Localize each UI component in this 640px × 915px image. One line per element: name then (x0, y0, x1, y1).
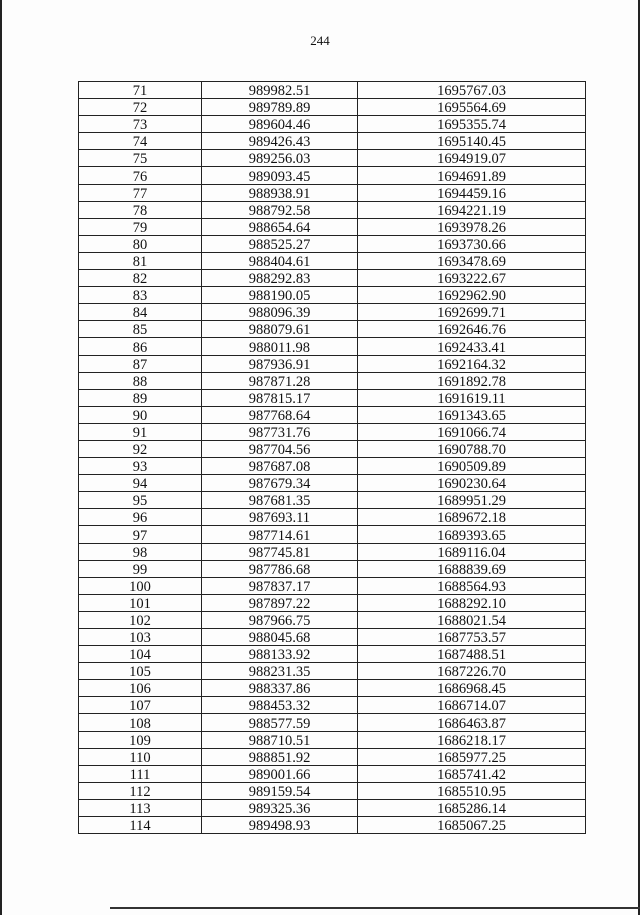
table-row (79, 782, 586, 799)
table-row (79, 270, 586, 287)
x-coordinate-cell: 989325.36 (202, 799, 358, 816)
x-coordinate-cell: 988404.61 (202, 252, 358, 269)
table-row (79, 184, 586, 201)
point-number-cell: 103 (79, 629, 202, 646)
point-number-cell: 83 (79, 287, 202, 304)
x-coordinate-cell: 987871.28 (202, 372, 358, 389)
table-row (79, 799, 586, 816)
point-number-cell: 89 (79, 389, 202, 406)
x-coordinate-cell: 987731.76 (202, 423, 358, 440)
point-number-cell: 79 (79, 218, 202, 235)
table-row (79, 372, 586, 389)
table-row (79, 406, 586, 423)
table-row (79, 287, 586, 304)
y-coordinate-cell: 1693978.26 (358, 218, 586, 235)
x-coordinate-cell: 987815.17 (202, 389, 358, 406)
table-row (79, 817, 586, 834)
x-coordinate-cell: 988938.91 (202, 184, 358, 201)
x-coordinate-cell: 987837.17 (202, 577, 358, 594)
table-row (79, 475, 586, 492)
table-row (79, 560, 586, 577)
x-coordinate-cell: 987745.81 (202, 543, 358, 560)
y-coordinate-cell: 1687753.57 (358, 629, 586, 646)
point-number-cell: 96 (79, 509, 202, 526)
table-row (79, 235, 586, 252)
x-coordinate-cell: 988525.27 (202, 235, 358, 252)
y-coordinate-cell: 1685977.25 (358, 748, 586, 765)
point-number-cell: 108 (79, 714, 202, 731)
point-number-cell: 109 (79, 731, 202, 748)
x-coordinate-cell: 989159.54 (202, 782, 358, 799)
point-number-cell: 101 (79, 594, 202, 611)
y-coordinate-cell: 1692164.32 (358, 355, 586, 372)
y-coordinate-cell: 1685510.95 (358, 782, 586, 799)
table-row (79, 440, 586, 457)
y-coordinate-cell: 1692646.76 (358, 321, 586, 338)
point-number-cell: 95 (79, 492, 202, 509)
y-coordinate-cell: 1695767.03 (358, 82, 586, 99)
point-number-cell: 92 (79, 440, 202, 457)
y-coordinate-cell: 1687226.70 (358, 663, 586, 680)
x-coordinate-cell: 988231.35 (202, 663, 358, 680)
page-edge-left (0, 0, 2, 915)
x-coordinate-cell: 987936.91 (202, 355, 358, 372)
table-row (79, 218, 586, 235)
y-coordinate-cell: 1689672.18 (358, 509, 586, 526)
table-row (79, 765, 586, 782)
x-coordinate-cell: 988292.83 (202, 270, 358, 287)
y-coordinate-cell: 1691892.78 (358, 372, 586, 389)
x-coordinate-cell: 987679.34 (202, 475, 358, 492)
table-row (79, 543, 586, 560)
coordinates-table-body (79, 82, 586, 834)
x-coordinate-cell: 987786.68 (202, 560, 358, 577)
point-number-cell: 107 (79, 697, 202, 714)
x-coordinate-cell: 988190.05 (202, 287, 358, 304)
table-row (79, 355, 586, 372)
x-coordinate-cell: 988851.92 (202, 748, 358, 765)
x-coordinate-cell: 989982.51 (202, 82, 358, 99)
table-row (79, 150, 586, 167)
table-row (79, 338, 586, 355)
y-coordinate-cell: 1686218.17 (358, 731, 586, 748)
x-coordinate-cell: 988045.68 (202, 629, 358, 646)
x-coordinate-cell: 988792.58 (202, 201, 358, 218)
table-row (79, 731, 586, 748)
y-coordinate-cell: 1691066.74 (358, 423, 586, 440)
point-number-cell: 82 (79, 270, 202, 287)
x-coordinate-cell: 988337.86 (202, 680, 358, 697)
point-number-cell: 111 (79, 765, 202, 782)
y-coordinate-cell: 1691619.11 (358, 389, 586, 406)
point-number-cell: 85 (79, 321, 202, 338)
x-coordinate-cell: 987966.75 (202, 611, 358, 628)
point-number-cell: 86 (79, 338, 202, 355)
point-number-cell: 88 (79, 372, 202, 389)
table-row (79, 304, 586, 321)
table-row (79, 697, 586, 714)
point-number-cell: 112 (79, 782, 202, 799)
y-coordinate-cell: 1692962.90 (358, 287, 586, 304)
x-coordinate-cell: 989256.03 (202, 150, 358, 167)
y-coordinate-cell: 1685067.25 (358, 817, 586, 834)
x-coordinate-cell: 989093.45 (202, 167, 358, 184)
x-coordinate-cell: 989498.93 (202, 817, 358, 834)
table-row (79, 526, 586, 543)
y-coordinate-cell: 1688021.54 (358, 611, 586, 628)
point-number-cell: 72 (79, 99, 202, 116)
point-number-cell: 81 (79, 252, 202, 269)
table-row (79, 389, 586, 406)
x-coordinate-cell: 988011.98 (202, 338, 358, 355)
y-coordinate-cell: 1688839.69 (358, 560, 586, 577)
x-coordinate-cell: 987704.56 (202, 440, 358, 457)
table-row (79, 458, 586, 475)
x-coordinate-cell: 988133.92 (202, 646, 358, 663)
table-row (79, 252, 586, 269)
page-number: 244 (310, 33, 330, 48)
y-coordinate-cell: 1692699.71 (358, 304, 586, 321)
point-number-cell: 87 (79, 355, 202, 372)
x-coordinate-cell: 988710.51 (202, 731, 358, 748)
y-coordinate-cell: 1686463.87 (358, 714, 586, 731)
y-coordinate-cell: 1686714.07 (358, 697, 586, 714)
point-number-cell: 102 (79, 611, 202, 628)
table-row (79, 646, 586, 663)
x-coordinate-cell: 988577.59 (202, 714, 358, 731)
x-coordinate-cell: 987897.22 (202, 594, 358, 611)
table-row (79, 629, 586, 646)
table-row (79, 321, 586, 338)
x-coordinate-cell: 988654.64 (202, 218, 358, 235)
x-coordinate-cell: 989789.89 (202, 99, 358, 116)
point-number-cell: 99 (79, 560, 202, 577)
point-number-cell: 71 (79, 82, 202, 99)
y-coordinate-cell: 1693222.67 (358, 270, 586, 287)
table-row (79, 611, 586, 628)
table-row (79, 594, 586, 611)
x-coordinate-cell: 988096.39 (202, 304, 358, 321)
x-coordinate-cell: 987681.35 (202, 492, 358, 509)
table-row (79, 99, 586, 116)
y-coordinate-cell: 1694459.16 (358, 184, 586, 201)
y-coordinate-cell: 1695140.45 (358, 133, 586, 150)
point-number-cell: 80 (79, 235, 202, 252)
table-row (79, 492, 586, 509)
table-row (79, 748, 586, 765)
point-number-cell: 78 (79, 201, 202, 218)
point-number-cell: 74 (79, 133, 202, 150)
table-row (79, 133, 586, 150)
table-row (79, 201, 586, 218)
point-number-cell: 77 (79, 184, 202, 201)
y-coordinate-cell: 1687488.51 (358, 646, 586, 663)
y-coordinate-cell: 1690788.70 (358, 440, 586, 457)
point-number-cell: 76 (79, 167, 202, 184)
y-coordinate-cell: 1689393.65 (358, 526, 586, 543)
x-coordinate-cell: 987768.64 (202, 406, 358, 423)
y-coordinate-cell: 1690230.64 (358, 475, 586, 492)
y-coordinate-cell: 1688564.93 (358, 577, 586, 594)
point-number-cell: 84 (79, 304, 202, 321)
x-coordinate-cell: 987714.61 (202, 526, 358, 543)
point-number-cell: 73 (79, 116, 202, 133)
table-row (79, 714, 586, 731)
table-row (79, 116, 586, 133)
table-row (79, 423, 586, 440)
point-number-cell: 114 (79, 817, 202, 834)
point-number-cell: 106 (79, 680, 202, 697)
point-number-cell: 75 (79, 150, 202, 167)
point-number-cell: 91 (79, 423, 202, 440)
x-coordinate-cell: 987687.08 (202, 458, 358, 475)
x-coordinate-cell: 988079.61 (202, 321, 358, 338)
y-coordinate-cell: 1688292.10 (358, 594, 586, 611)
point-number-cell: 98 (79, 543, 202, 560)
point-number-cell: 94 (79, 475, 202, 492)
table-row (79, 82, 586, 99)
page-edge-bottom (110, 907, 640, 909)
point-number-cell: 90 (79, 406, 202, 423)
point-number-cell: 97 (79, 526, 202, 543)
x-coordinate-cell: 987693.11 (202, 509, 358, 526)
y-coordinate-cell: 1685286.14 (358, 799, 586, 816)
y-coordinate-cell: 1694221.19 (358, 201, 586, 218)
point-number-cell: 110 (79, 748, 202, 765)
point-number-cell: 113 (79, 799, 202, 816)
table-row (79, 577, 586, 594)
x-coordinate-cell: 988453.32 (202, 697, 358, 714)
y-coordinate-cell: 1689116.04 (358, 543, 586, 560)
y-coordinate-cell: 1691343.65 (358, 406, 586, 423)
y-coordinate-cell: 1685741.42 (358, 765, 586, 782)
x-coordinate-cell: 989001.66 (202, 765, 358, 782)
point-number-cell: 100 (79, 577, 202, 594)
point-number-cell: 104 (79, 646, 202, 663)
y-coordinate-cell: 1690509.89 (358, 458, 586, 475)
table-row (79, 167, 586, 184)
y-coordinate-cell: 1694919.07 (358, 150, 586, 167)
table-row (79, 663, 586, 680)
table-row (79, 509, 586, 526)
x-coordinate-cell: 989426.43 (202, 133, 358, 150)
y-coordinate-cell: 1692433.41 (358, 338, 586, 355)
y-coordinate-cell: 1695564.69 (358, 99, 586, 116)
table-row (79, 680, 586, 697)
y-coordinate-cell: 1695355.74 (358, 116, 586, 133)
coordinates-table (78, 81, 586, 834)
y-coordinate-cell: 1686968.45 (358, 680, 586, 697)
y-coordinate-cell: 1689951.29 (358, 492, 586, 509)
x-coordinate-cell: 989604.46 (202, 116, 358, 133)
y-coordinate-cell: 1694691.89 (358, 167, 586, 184)
point-number-cell: 93 (79, 458, 202, 475)
point-number-cell: 105 (79, 663, 202, 680)
y-coordinate-cell: 1693478.69 (358, 252, 586, 269)
y-coordinate-cell: 1693730.66 (358, 235, 586, 252)
